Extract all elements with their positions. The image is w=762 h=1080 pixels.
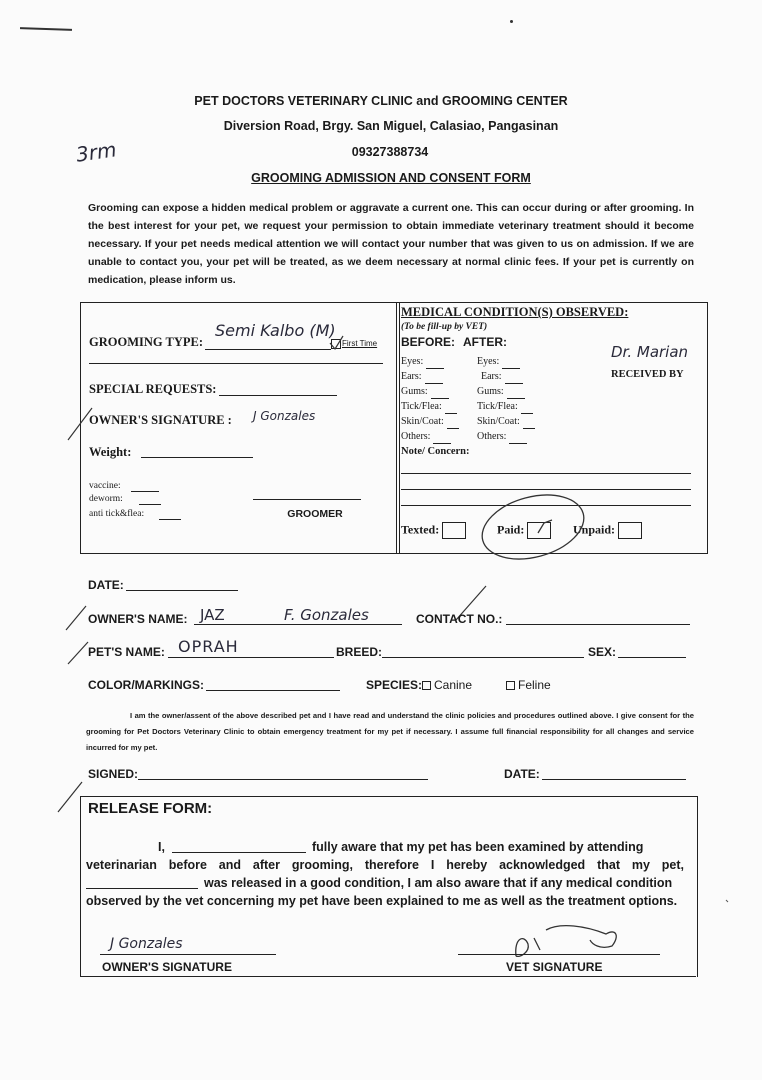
color-markings-label: COLOR/MARKINGS: — [88, 678, 204, 692]
signed-tick — [58, 782, 82, 812]
date-field[interactable] — [126, 576, 238, 591]
vet-signature-label: VET SIGNATURE — [506, 960, 603, 974]
first-time-check-mark — [330, 336, 343, 349]
unpaid-label: Unpaid: — [573, 522, 642, 539]
weight-label: Weight: — [89, 445, 132, 459]
paid-circle-mark — [475, 485, 591, 570]
medical-row: Eyes: Eyes: — [401, 354, 535, 369]
signed-date-field[interactable] — [542, 765, 686, 780]
owner-name-label: OWNER'S NAME: — [88, 612, 188, 626]
owner-sig-tick — [68, 408, 92, 440]
scan-speck — [726, 900, 728, 902]
special-requests-label: SPECIAL REQUESTS: — [89, 382, 217, 396]
grooming-type-value: Semi Kalbo (M) — [215, 321, 336, 340]
release-text-3: was released in a good condition, I am also aware that if any medical condition — [204, 876, 673, 890]
vaccine-label: vaccine: — [89, 481, 121, 491]
species-label: SPECIES: — [366, 678, 423, 692]
signed-label: SIGNED: — [88, 767, 139, 781]
owner-signature-label: OWNER'S SIGNATURE : — [89, 413, 232, 427]
contact-field[interactable] — [506, 610, 690, 625]
species-canine-option[interactable]: Canine — [422, 678, 472, 692]
clinic-phone: 09327388734 — [351, 145, 429, 159]
vet-sig-line[interactable] — [458, 944, 660, 955]
deworm-label: deworm: — [89, 494, 123, 504]
medical-row: Skin/Coat: Skin/Coat: — [401, 414, 535, 429]
received-by-signature: Dr. Marian — [611, 343, 689, 361]
date-label: DATE: — [88, 578, 124, 592]
breed-field[interactable] — [382, 643, 584, 658]
species-feline-option[interactable]: Feline — [506, 678, 551, 692]
release-name-field[interactable] — [172, 838, 306, 853]
margin-note: 3rm — [74, 137, 118, 167]
release-pet-field[interactable] — [86, 874, 198, 889]
clinic-address: Diversion Road, Brgy. San Miguel, Calasiao, Pangasinan — [223, 119, 559, 133]
after-label: AFTER: — [463, 335, 507, 349]
owner-release-signature: J Gonzales — [110, 936, 183, 952]
breed-label: BREED: — [336, 645, 383, 659]
first-time-label: First Time — [342, 339, 378, 348]
signed-field[interactable] — [138, 765, 428, 780]
owner-last-name: F. Gonzales — [284, 606, 369, 624]
release-title: RELEASE FORM: — [88, 800, 213, 817]
medical-row: Others: Others: — [401, 429, 535, 444]
intro-paragraph: Grooming can expose a hidden medical problem or aggravate a current one. This can occur during or after grooming. In the best interest for your pet, we request your permission to obtain immediate veterinary treatment should it become necessary. If your pet needs medical attention we will contact your number that was given to us on admission. If we are unable to contact you, your pet will be treated, as we deem necessary at normal clinic fees. If your pet is currently on medication, please inform us. — [88, 202, 694, 286]
feline-checkbox[interactable] — [506, 681, 515, 690]
owner-name-tick — [66, 606, 86, 630]
pet-name-value: OPRAH — [178, 637, 239, 656]
release-text-2: veterinarian before and after grooming, therefore I hereby acknowledged that my pet, — [86, 858, 684, 872]
owner-first-name: JAZ — [200, 606, 225, 624]
medical-row: Ears: Ears: — [401, 369, 535, 384]
note-concern-label: Note/ Concern: — [401, 446, 470, 457]
pet-name-tick — [68, 642, 88, 664]
release-i-label: I, — [158, 840, 165, 854]
sex-label: SEX: — [588, 645, 617, 659]
form-title: GROOMING ADMISSION AND CONSENT FORM — [251, 171, 531, 185]
owner-signature-value: J Gonzales — [253, 409, 316, 423]
medical-subtitle: (To be fill-up by VET) — [401, 322, 488, 332]
owner-signature-label: OWNER'S SIGNATURE — [102, 960, 232, 974]
release-bottom-rule — [80, 976, 696, 977]
color-markings-field[interactable] — [206, 676, 340, 691]
medical-title: MEDICAL CONDITION(S) OBSERVED: — [401, 305, 629, 319]
grooming-type-label: GROOMING TYPE: — [89, 335, 204, 349]
medical-row: Gums: Gums: — [401, 384, 535, 399]
consent-paragraph: I am the owner/assent of the above described pet and I have read and understand the clinic policies and procedures outlined above. I give consent for the grooming for Pet Doctors Veterinary Clinic to obtain emergency treatment for my pet if necessary. I assume full financial responsibility for all changes and service incurred for my pet. — [86, 711, 694, 752]
paid-check-mark — [538, 520, 552, 533]
release-text-1: fully aware that my pet has been examined by attending — [312, 840, 644, 854]
medical-row: Tick/Flea: Tick/Flea: — [401, 399, 535, 414]
signed-date-label: DATE: — [504, 767, 540, 781]
received-by-label: RECEIVED BY — [611, 369, 684, 380]
pet-name-label: PET'S NAME: — [88, 645, 165, 659]
contact-label: CONTACT NO.: — [416, 612, 503, 626]
groomer-label: GROOMER — [287, 508, 343, 520]
texted-label: Texted: — [401, 522, 466, 539]
canine-checkbox[interactable] — [422, 681, 431, 690]
before-label: BEFORE: — [401, 335, 455, 349]
owner-release-sig-line[interactable] — [100, 944, 276, 955]
anti-tick-label: anti tick&flea: — [89, 509, 145, 519]
paid-label: Paid: — [497, 522, 551, 539]
clinic-name: PET DOCTORS VETERINARY CLINIC and GROOMING CENTER — [194, 94, 568, 108]
sex-field[interactable] — [618, 643, 686, 658]
release-text-4: observed by the vet concerning my pet have been explained to me as well as the treatment options. — [86, 894, 678, 908]
